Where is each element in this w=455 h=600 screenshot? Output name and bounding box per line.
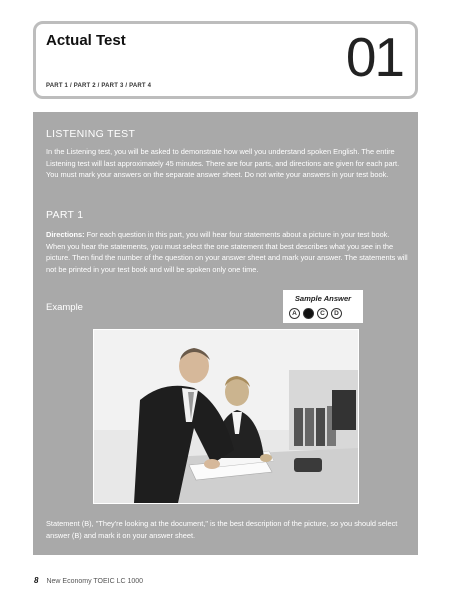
parts-list: PART 1 / PART 2 / PART 3 / PART 4 [46,83,152,89]
directions-label: Directions: [46,230,85,239]
part1-directions [46,229,408,275]
option-d: D [331,308,342,319]
sample-answer-title: Sample Answer [294,294,352,303]
page-number: 8 [34,576,39,585]
office-scene-illustration [94,330,358,503]
part1-heading: PART 1 [46,209,84,221]
sample-answer-box [283,290,363,323]
option-b-filled: B [303,308,314,319]
example-heading: Example [46,302,83,313]
sample-answer-options [289,308,342,319]
listening-heading: LISTENING TEST [46,128,136,140]
option-a: A [289,308,300,319]
example-photo [93,329,359,504]
listening-intro: In the Listening test, you will be asked to demonstrate how well you understand spoken English. The entire Listening test will last approximately 45 minutes. There are four parts, and directions are given for each part. You must mark your answers on the separate answer sheet. Do not write your answers in your test book. [46,147,400,180]
test-number: 01 [345,26,403,88]
test-title: Actual Test [46,32,126,49]
test-header [33,21,418,99]
example-statement: Statement (B), "They're looking at the document," is the best description of the picture, so you should select answer (B) and mark it on your answer sheet. [46,519,398,540]
option-c: C [317,308,328,319]
directions-text: For each question in this part, you will hear four statements about a picture in your test book. When you hear the statements, you must select the one statement that best describes what you see in the picture. Then find the number of the question on your answer sheet and mark your answer. The statements will not be printed in your test book and will be spoken only one time. [46,230,408,274]
book-title: New Economy TOEIC LC 1000 [46,578,144,585]
instructions-panel [33,112,418,555]
page-footer [34,576,143,585]
